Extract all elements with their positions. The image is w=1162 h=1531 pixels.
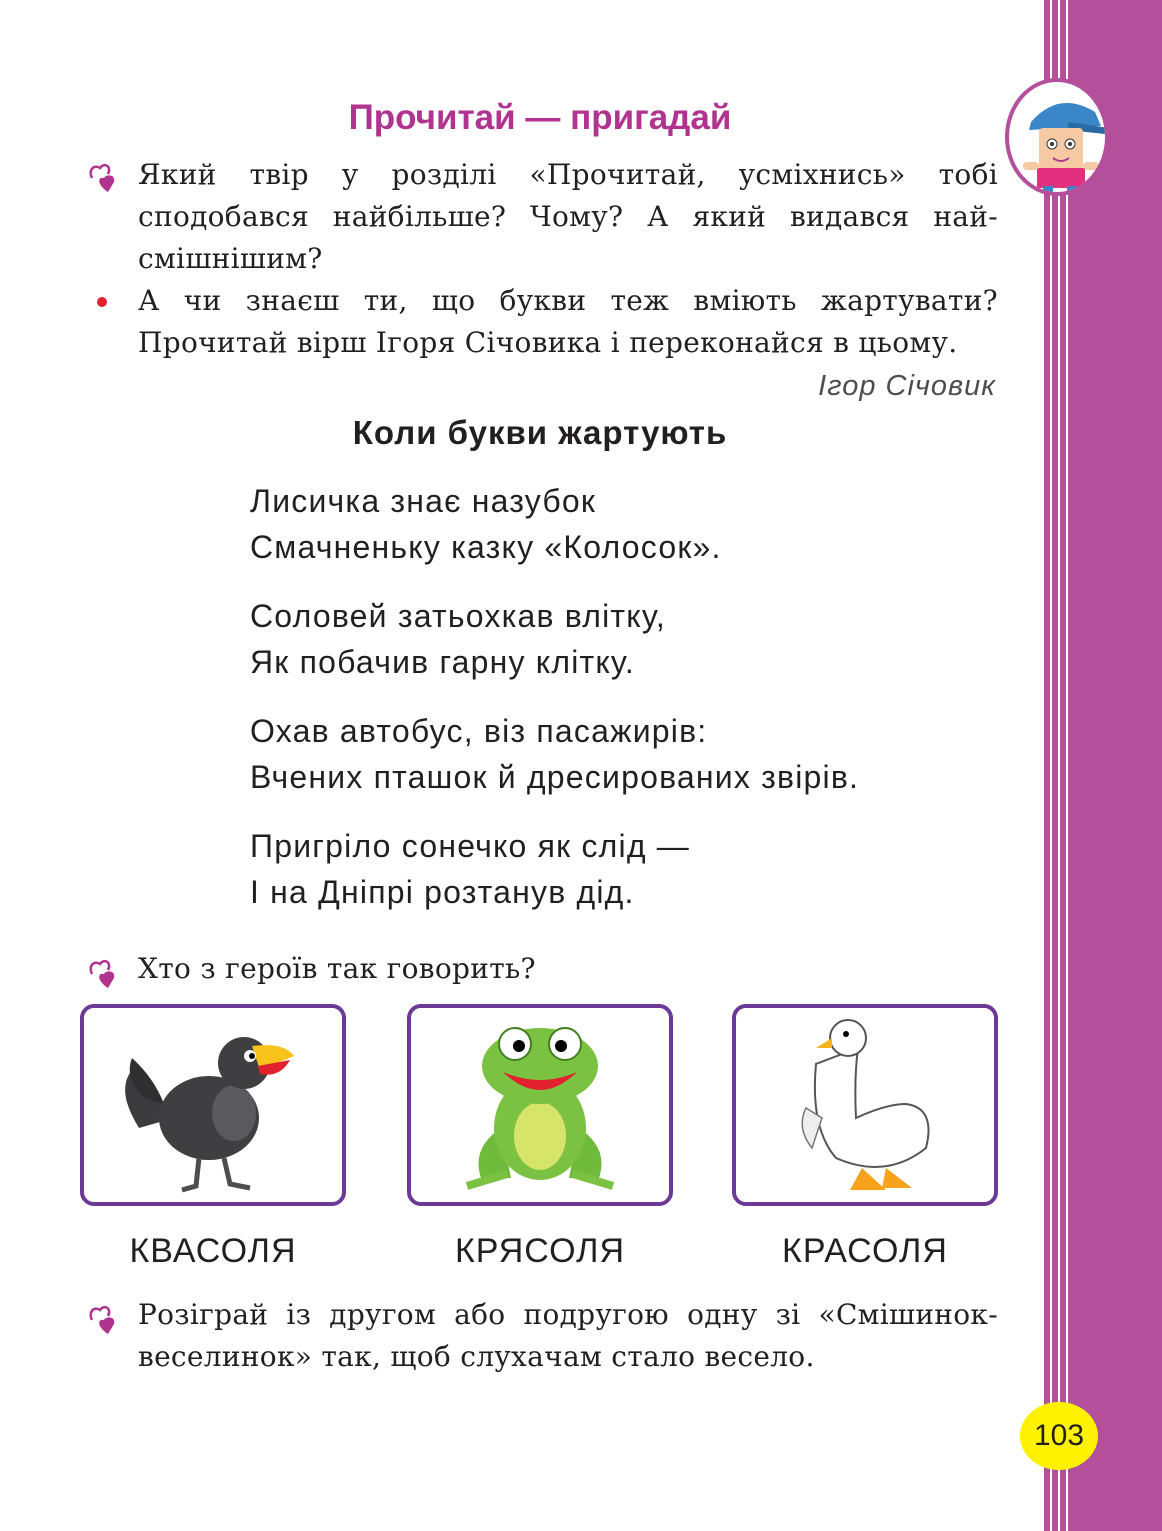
question-favorite-work: Який твір у розділі «Прочитай, усміхнись» тобі сподобався найбільше? Чому? А який видався най-смішнішим? [138, 158, 998, 275]
section-title: Прочитай — пригадай [348, 98, 732, 137]
card-word-crow: КВАСОЛЯ [129, 1232, 297, 1270]
frog-card [407, 1004, 673, 1206]
poem-line: Смачненьку казку «Колосок». [250, 529, 722, 565]
poem-line: Соловей затьохкав влітку, [250, 598, 666, 634]
question-act-out: Розіграй із другом або подругою одну зі «Смішинок-веселинок» так, щоб слухачам стало весело. [138, 1298, 998, 1373]
poem-author: Ігор Січовик [818, 370, 996, 402]
card-word-frog: КРЯСОЛЯ [454, 1232, 626, 1270]
poem-line: Вчених пташок й дресированих звірів. [250, 759, 860, 795]
poem-title: Коли букви жартують [352, 414, 728, 451]
heart-swirl-icon [86, 160, 126, 194]
card-word-goose: КРАСОЛЯ [782, 1232, 948, 1270]
goose-icon [736, 1008, 994, 1202]
heart-swirl-icon [86, 956, 126, 990]
poem-line: Охав автобус, віз пасажирів: [250, 713, 708, 749]
poem-stanza [250, 823, 1030, 915]
heart-swirl-icon [86, 1302, 126, 1336]
poem-line: Лисичка знає назубок [250, 483, 597, 519]
poem-stanza [250, 708, 1030, 800]
question-letters-joke: А чи знаєш ти, що букви теж вміють жартувати? Прочитай вірш Ігоря Січовика і переконайся в цьому. [138, 284, 998, 359]
page-number: 103 [1020, 1402, 1098, 1470]
poem-stanza [250, 478, 1030, 570]
poem-line: Як побачив гарну клітку. [250, 644, 636, 680]
decorative-side-band [1044, 0, 1162, 1531]
frog-icon [411, 1008, 669, 1202]
question-who-speaks: Хто з героїв так говорить? [138, 952, 536, 985]
poem-line: Пригріло сонечко як слід — [250, 828, 691, 864]
crow-card [80, 1004, 346, 1206]
poem-stanza [250, 593, 1030, 685]
goose-card [732, 1004, 998, 1206]
crow-icon [84, 1008, 342, 1202]
poem-line: І на Дніпрі розтанув дід. [250, 874, 635, 910]
red-bullet-icon [97, 297, 107, 307]
